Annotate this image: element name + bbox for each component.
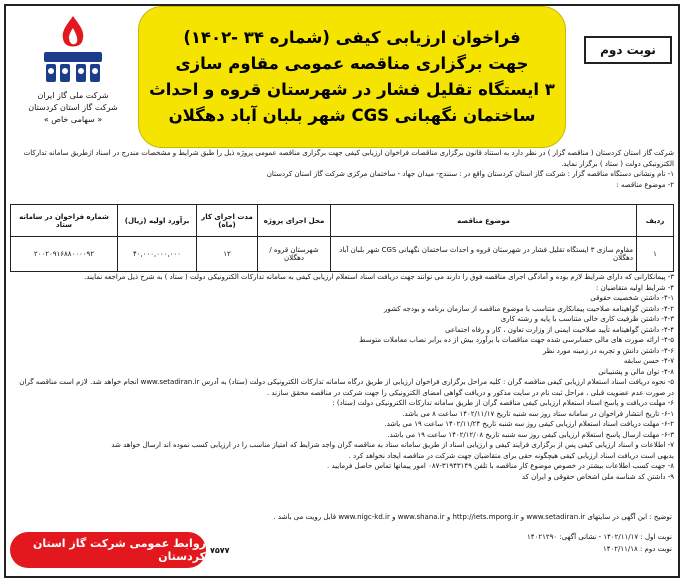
- condition-item: ۴-۵- ارائه صورت های مالی حسابرسی شده جهت مناقصات با برآورد بیش از ده برابر نصاب معاملات متوسط: [359, 336, 674, 344]
- cell-location: شهرستان قروه / دهگلان: [258, 237, 331, 272]
- notice-code: ۷۵۷۷: [210, 546, 230, 555]
- intro-address: ۱- نام ونشانی دستگاه مناقصه گزار : شرکت گاز استان کردستان واقع در : سنندج- میدان جهاد - ساختمان مرکزی شرکت گاز استان کردستان: [266, 170, 674, 179]
- condition-item: ۴-۲- داشتن گواهینامه صلاحیت پیمانکاری متناسب با موضوع مناقصه از سازمان برنامه و بودجه کشور: [383, 304, 674, 313]
- headline-line-2: جهت برگزاری مناقصه عمومی مقاوم سازی: [175, 54, 529, 73]
- condition-item: ۶- مهلت دریافت و پاسخ اسناد استعلام ارزیابی کیفی مناقصه گران از طریق سامانه تدارکات الکترونیکی دولت (ستاد) :: [332, 399, 674, 407]
- col-header-call-number: شماره فراخوان در سامانه ستاد: [11, 205, 118, 237]
- condition-item: ۸- جهت کسب اطلاعات بیشتر در خصوص موضوع کار مناقصه با تلفن ۳۱۹۴۳۱۴۹-۰۸۷ امور پیمانها تماس حاصل فرمایید .: [327, 462, 674, 470]
- cell-subject: مقاوم سازی ۳ ایستگاه تقلیل فشار در شهرستان قروه و احداث ساختمان نگهبانی CGS شهر بلبان آباد دهگلان: [331, 237, 637, 272]
- col-header-duration: مدت اجرای کار (ماه): [197, 205, 258, 237]
- condition-item: ۴-۳- داشتن ظرفیت کاری خالی متناسب با پایه و رشته کاری: [500, 315, 674, 323]
- headline-line-1: فراخوان ارزیابی کیفی (شماره ۳۴ -۱۴۰۲): [183, 28, 521, 47]
- condition-item: ۷- اطلاعات و اسناد ارزیابی کیفی پس از برگزاری فرایند کیفی و ارزیابی اسناد از طریق سامانه ستاد به مناقصه گران واجد شرایط که امتیاز مناسب را در ارزیابی کسب نموده اند ارسال خواهد شد: [111, 441, 674, 449]
- condition-item: ۴- شرایط اولیه متقاضیان :: [595, 283, 674, 292]
- col-header-row-number: ردیف: [637, 205, 674, 237]
- condition-item: ۴-۱- داشتن شخصیت حقوقی: [590, 294, 674, 302]
- footer-sites: توضیح : این آگهی در سایتهای www.setadiran.ir و http://iets.mporg.ir و www.shana.ir و www.nigc-kd.ir قابل رویت می باشد .: [273, 513, 672, 521]
- condition-item: ۴-۸- توان مالی و پشتیبانی: [598, 367, 674, 376]
- intro-paragraph: شرکت گاز استان کردستان ( مناقصه گزار ) در نظر دارد به استناد قانون برگزاری مناقصات فراخوان ارزیابی کیفی جهت برگزاری مناقصه عمومی پروژه ذیل را طبق شرایط و مشخصات مندرج در اسناد ازطریق سامانه تدارکات الکترونیکی دولت ( ستاد ) برگزار نماید.: [23, 149, 674, 168]
- condition-item: ۶-۱- تاریخ انتشار فراخوان در سامانه ستاد روز سه شنبه تاریخ ۱۴۰۲/۱۱/۱۷ ساعت ۸ می باشد.: [402, 409, 674, 418]
- intro-subject-heading: ۲- موضوع مناقصه :: [616, 180, 674, 189]
- cell-row-number: ۱: [637, 237, 674, 272]
- company-logo-block: [14, 14, 132, 144]
- logo-company-name: شرکت ملی گاز ایران: [37, 91, 109, 100]
- condition-item: ۹- داشتن کد شناسه ملی اشخاص حقوقی و ایران کد: [521, 472, 674, 481]
- condition-item: ۴-۴- داشتن گواهینامه تأیید صلاحیت ایمنی از وزارت تعاون ، کار و رفاه اجتماعی: [444, 325, 674, 334]
- condition-item: ۴-۷- حسن سابقه: [623, 357, 674, 365]
- headline-line-4: ساختمان نگهبانی CGS شهر بلبان آباد دهگلان: [168, 106, 536, 125]
- nigc-flame-logo-icon: [38, 14, 108, 86]
- cell-estimate: ۴۰,۰۰۰,۰۰۰,۰۰۰: [118, 237, 197, 272]
- tender-table: [10, 204, 674, 272]
- condition-item: ۵- نحوه دریافت اسناد استعلام ارزیابی کیفی مناقصه گران : کلیه مراحل برگزاری فراخوان ارزیابی از طریق درگاه سامانه تدارکات الکترونیکی دولت (ستاد) به آدرس www.setadiran.ir انجام خواهد شد. لازم است مناقصه گران در صورت عدم عضویت قبلی ، مراحل ثبت نام در سایت مذکور و دریافت گواهی امضای الکترونیکی را جهت شرکت در مناقصه محقق سازند .: [19, 378, 674, 397]
- footer-second-publication: نوبت دوم : ۱۴۰۲/۱۱/۱۸: [602, 545, 672, 553]
- publication-round-badge: نوبت دوم: [584, 36, 672, 64]
- condition-item: ۶-۳- مهلت ارسال پاسخ استعلام ارزیابی کیفی روز سه شنبه تاریخ ۱۴۰۲/۱۲/۰۸ ساعت ۱۹ می باشد.: [387, 430, 674, 439]
- table-row: [11, 237, 674, 272]
- logo-company-type: « سهامی خاص »: [43, 115, 103, 124]
- headline-line-3: ۳ ایستگاه تقلیل فشار در شهرستان قروه و احداث: [149, 80, 555, 99]
- logo-province-company: شرکت گاز استان کردستان: [28, 103, 118, 112]
- condition-item: بدیهی است دریافت اسناد ارزیابی کیفی هیچگونه حقی برای متقاضیان جهت شرکت در مناقصه ایجاد نخواهد کرد .: [348, 451, 674, 460]
- col-header-estimate: برآورد اولیه (ریال): [118, 205, 197, 237]
- conditions-section: [12, 272, 674, 482]
- condition-item: ۶-۲- مهلت دریافت اسناد استعلام ارزیابی کیفی روز سه شنبه تاریخ ۱۴۰۲/۱۱/۲۴ ساعت ۱۹ می باشد.: [384, 420, 674, 428]
- tender-table-header-row: [11, 205, 674, 237]
- intro-section: [12, 148, 674, 190]
- public-relations-banner: روابط عمومی شرکت گاز استان کردستان: [10, 532, 206, 568]
- condition-item: ۳- پیمانکارانی که دارای شرایط لازم بوده و آمادگی اجرای مناقصه فوق را دارند می توانند جهت دریافت اسناد استعلام ارزیابی کیفی به سامانه تدارکات الکترونیکی دولت ( ستاد ) به شرح ذیل مراجعه نمایند.: [84, 273, 674, 281]
- condition-item: ۴-۶- داشتن دانش و تجربه در زمینه مورد نظر: [542, 346, 674, 355]
- cell-call-number: ۲۰۰۲۰۹۱۶۸۸۰۰۰۰۹۲: [11, 237, 118, 272]
- footer-first-publication: نوبت اول : ۱۴۰۲/۱۱/۱۷ - نشانی آگهی: ۱۴۰۲۱۲۹۰: [527, 533, 672, 541]
- col-header-subject: موضوع مناقصه: [331, 205, 637, 237]
- col-header-location: محل اجرای پروژه: [258, 205, 331, 237]
- headline-box: [138, 6, 566, 148]
- cell-duration: ۱۲: [197, 237, 258, 272]
